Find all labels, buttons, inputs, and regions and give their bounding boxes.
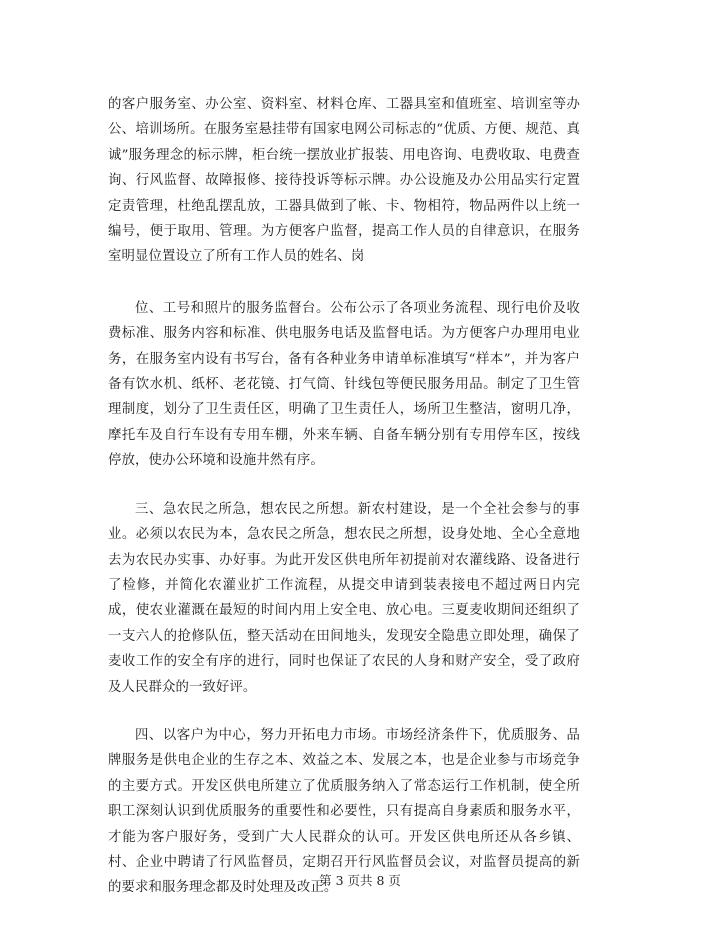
document-body [108, 92, 580, 901]
paragraph-section-three: 三、急农民之所急，想农民之所想。新农村建设，是一个全社会参与的事业。必须以农民为本，急农民之所急，想农民之所想，设身处地、全心全意地去为农民办实事、办好事。为此开发区供电所年初提前对农灌线路、设备进行了检修，并简化农灌业扩工作流程，从提交申请到装表接电不超过两日内完成，使农业灌溉在最短的时间内用上安全电、放心电。三夏麦收期间还组织了一支六人的抢修队伍，整天活动在田间地头，发现安全隐患立即处理，确保了麦收工作的安全有序的进行，同时也保证了农民的人身和财产安全，受了政府及人民群众的一致好评。 [108, 501, 580, 695]
paragraph-service-room: 的客户服务室、办公室、资料室、材料仓库、工器具室和值班室、培训室等办公、培训场所。在服务室悬挂带有国家电网公司标志的“优质、方便、规范、真诚”服务理念的标示牌，柜台统一摆放业扩报装、用电咨询、电费收取、电费查询、行风监督、故障报修、接待投诉等标示牌。办公设施及办公用品实行定置定责管理，杜绝乱摆乱放，工器具做到了帐、卡、物相符，物品两件以上统一编号，便于取用、管理。为方便客户监督，提高工作人员的自律意识，在服务室明显位置设立了所有工作人员的姓名、岗 [108, 97, 580, 265]
page-number-footer: 第 3 页共 8 页 [319, 873, 401, 888]
paragraph-section-four: 四、以客户为中心，努力开拓电力市场。市场经济条件下，优质服务、品牌服务是供电企业的生存之本、效益之本、发展之本，也是企业参与市场竞争的主要方式。开发区供电所建立了优质服务纳入了常态运行工作机制，使全所职工深刻认识到优质服务的重要性和必要性，只有提高自身素质和服务水平，才能为客户服好务，受到广大人民群众的认可。开发区供电所还从各乡镇、村、企业中聘请了行风监督员，定期召开行风监督员会议，对监督员提高的新的要求和服务理念都及时处理及改正。 [108, 727, 580, 896]
paragraph-supervision-desk: 位、工号和照片的服务监督台。公布公示了各项业务流程、现行电价及收费标准、服务内容和标准、供电服务电话及监督电话。为方便客户办理用电业务，在服务室内设有书写台，备有各种业务申请单标准填写“样本”，并为客户备有饮水机、纸杯、老花镜、打气筒、针线包等便民服务用品。制定了卫生管理制度，划分了卫生责任区，明确了卫生责任人，场所卫生整洁，窗明几净，摩托车及自行车设有专用车棚，外来车辆、自备车辆分别有专用停车区，按线停放，使办公环境和设施井然有序。 [108, 300, 580, 469]
